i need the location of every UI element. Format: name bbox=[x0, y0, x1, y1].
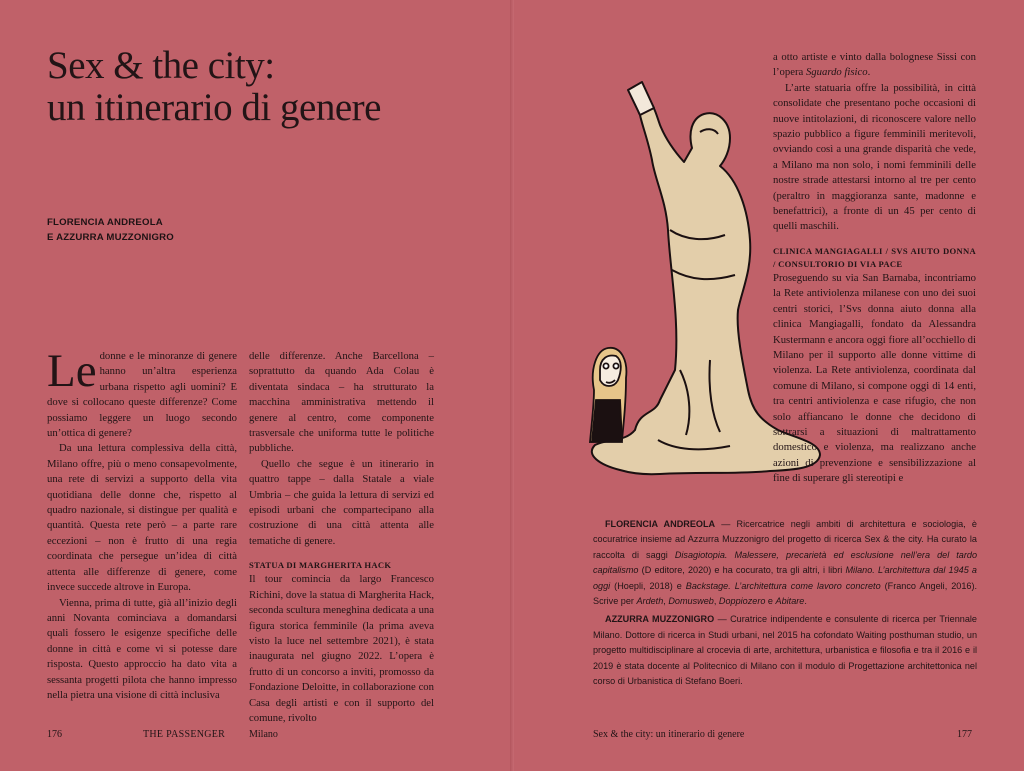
publication: Abitare bbox=[775, 596, 805, 607]
bio-text: — Curatrice indipendente e consulente di ricerca per Triennale Milano. Dottore di ricerca in Studi urbani, nel 2015 ha cofondato Waiting posthuman studio, un progetto multidisciplinare al crocevia di arte, architettura, urbanistica e filosofia e tra il 2016 e il 2019 è stata docente al Politecnico di Milano con il modulo di Progettazione architettonica nel corso di Urbanistica di Stefano Boeri. bbox=[593, 614, 977, 687]
paragraph-text: a otto artiste e vinto dalla bolognese Sissi con l’opera bbox=[773, 51, 976, 79]
right-page-number: 177 bbox=[957, 729, 972, 740]
paragraph bbox=[773, 50, 976, 81]
text-column-3 bbox=[773, 50, 976, 487]
bio-andreola bbox=[593, 517, 977, 609]
running-title: Sex & the city: un itinerario di genere bbox=[593, 729, 745, 740]
section-subhead: CLINICA MANGIAGALLI / SVS AIUTO DONNA / CONSULTORIO DI VIA PACE bbox=[773, 245, 976, 269]
bio-text: , bbox=[663, 596, 669, 607]
girl-figure bbox=[590, 348, 626, 442]
paragraph: Il tour comincia da largo Francesco Richini, dove la statua di Margherita Hack, seconda scultura meneghina dedicata a una figura storica femminile (la prima aveva visto la luce nel settembre 2021), è stata inaugurata nel giugno 2022. L’opera è frutto di un concorso a inviti, promosso da Fondazione Deloitte, in collaborazione con Casa degli artisti e con il supporto del comune, rivolto bbox=[249, 573, 434, 724]
paragraph-text: donne e le minoranze di genere hanno un’altra esperienza urbana rispetto agli uomini? E dove si collocano queste differenze? Come possiamo leggere un luogo secondo un’ottica di genere? bbox=[47, 350, 237, 440]
author-line-2: E AZZURRA MUZZONIGRO bbox=[47, 232, 174, 243]
paragraph: Quello che segue è un itinerario in quattro tappe – dalla Statale a viale Umbria – che guida la lettura di servizi ed episodi urbani che compartecipano alla costruzione di una città attenta alle tematiche di genere. bbox=[249, 457, 434, 547]
bio-name: FLORENCIA ANDREOLA bbox=[605, 519, 716, 529]
bio-muzzonigro bbox=[593, 612, 977, 689]
bio-name: AZZURRA MUZZONIGRO bbox=[605, 614, 715, 625]
bio-text: (Franco Angeli, 2016). Scrive per bbox=[593, 580, 977, 607]
paragraph: L’arte statuaria offre la possibilità, in città consolidate che presentano poche occasioni di nuove intitolazioni, di riconoscere valore nello spazio pubblico a figure femminili meritevoli, ovviando così a una grande disparità che vede, a Milano ma non solo, i nomi femminili delle nostre strade attestarsi intorno al tre per cento (peraltro in maggioranza sante, madonne e benefattrici), a fronte di un 45 per cento di quelli maschili. bbox=[773, 81, 976, 233]
section-subhead: STATUA DI MARGHERITA HACK bbox=[249, 560, 392, 571]
publication: Domusweb bbox=[668, 596, 714, 607]
paragraph: delle differenze. Anche Barcellona – soprattutto da quando Ada Colau è diventata sindaca – ha strutturato la macchina amministrativa mettendo il genere al centro, come componente trasversale che uniforma tutte le politiche pubbliche. bbox=[249, 350, 434, 455]
page-gutter bbox=[510, 0, 514, 771]
bio-text: — Ricercatrice negli ambiti di architettura e sociologia, è cocuratrice insieme ad Azzurra Muzzonigro del progetto di ricerca Sex & the city. Ha curato la raccolta di saggi bbox=[593, 519, 977, 560]
paragraph bbox=[47, 345, 237, 441]
bio-text: e bbox=[765, 596, 776, 607]
bio-text: (D editore, 2020) e ha cocurato, tra gli altri, i libri bbox=[638, 565, 846, 576]
bio-text: , bbox=[713, 596, 719, 607]
author-byline bbox=[47, 215, 174, 245]
book-title: Disagiotopia. Malessere, precarietà ed esclusione nell’era del tardo capitalismo bbox=[593, 549, 977, 576]
artwork-title: Sguardo fisico bbox=[805, 66, 868, 79]
punctuation: . bbox=[867, 66, 871, 79]
author-line-1: FLORENCIA ANDREOLA bbox=[47, 217, 163, 228]
book-title: Backstage. L’architettura come lavoro concreto bbox=[685, 580, 881, 591]
magazine-name: THE PASSENGER bbox=[143, 729, 226, 740]
bio-text: (Hoepli, 2018) e bbox=[610, 580, 686, 591]
book-title: Milano. L’architettura dal 1945 a oggi bbox=[593, 565, 977, 591]
title-line-1: Sex & the city: bbox=[47, 44, 275, 87]
publication: Ardeth bbox=[636, 596, 664, 607]
title-line-2: un itinerario di genere bbox=[47, 86, 381, 129]
paragraph: Da una lettura complessiva della città, Milano offre, più o meno consapevolmente, una rete di servizi a supporto della vita quotidiana delle donne che, rispetto al quadro nazionale, si distingue per qualità e quantità. Questa rete però – a parte rare eccezioni – non è frutto di una regia coordinata che persegue un’idea di città attenta alle differenze di genere, come invece succede altrove in Europa. bbox=[47, 442, 237, 594]
text-column-1 bbox=[47, 345, 237, 703]
left-page-number: 176 bbox=[47, 729, 62, 740]
article-title bbox=[47, 45, 381, 129]
section-name: Milano bbox=[249, 729, 278, 740]
paragraph: Proseguendo su via San Barnaba, incontriamo la Rete antiviolenza milanese con uno dei suoi centri storici, l’Svs donna aiuto donna alla clinica Mangiagalli, fondato da Alessandra Kustermann e ancora oggi fiore all’occhiello di Milano per il supporto alle donne vittime di violenza. La Rete antiviolenza, coordinata dal comune di Milano, si compone oggi di 14 enti, tra centri antiviolenza e case rifugio, che non solo affiancano le donne che decidono di sottrarsi a situazioni di maltrattamento domestico e violenza, ma realizzano anche azioni di prevenzione e sensibilizzazione al fine di superare gli stereotipi e bbox=[773, 271, 976, 485]
paragraph: Vienna, prima di tutte, già all’inizio degli anni Novanta cominciava a domandarsi quali fossero le esigenze specifiche delle donne in città e come vi si potesse dare risposta. Questo approccio ha dato vita a sessanta progetti pilota che hanno impresso nella pietra una visione di città inclusiva bbox=[47, 596, 237, 701]
author-bios bbox=[593, 517, 977, 692]
text-column-2 bbox=[249, 349, 434, 726]
bio-text: . bbox=[804, 596, 807, 607]
drop-cap: Le bbox=[47, 345, 97, 397]
publication: Doppiozero bbox=[718, 596, 766, 607]
